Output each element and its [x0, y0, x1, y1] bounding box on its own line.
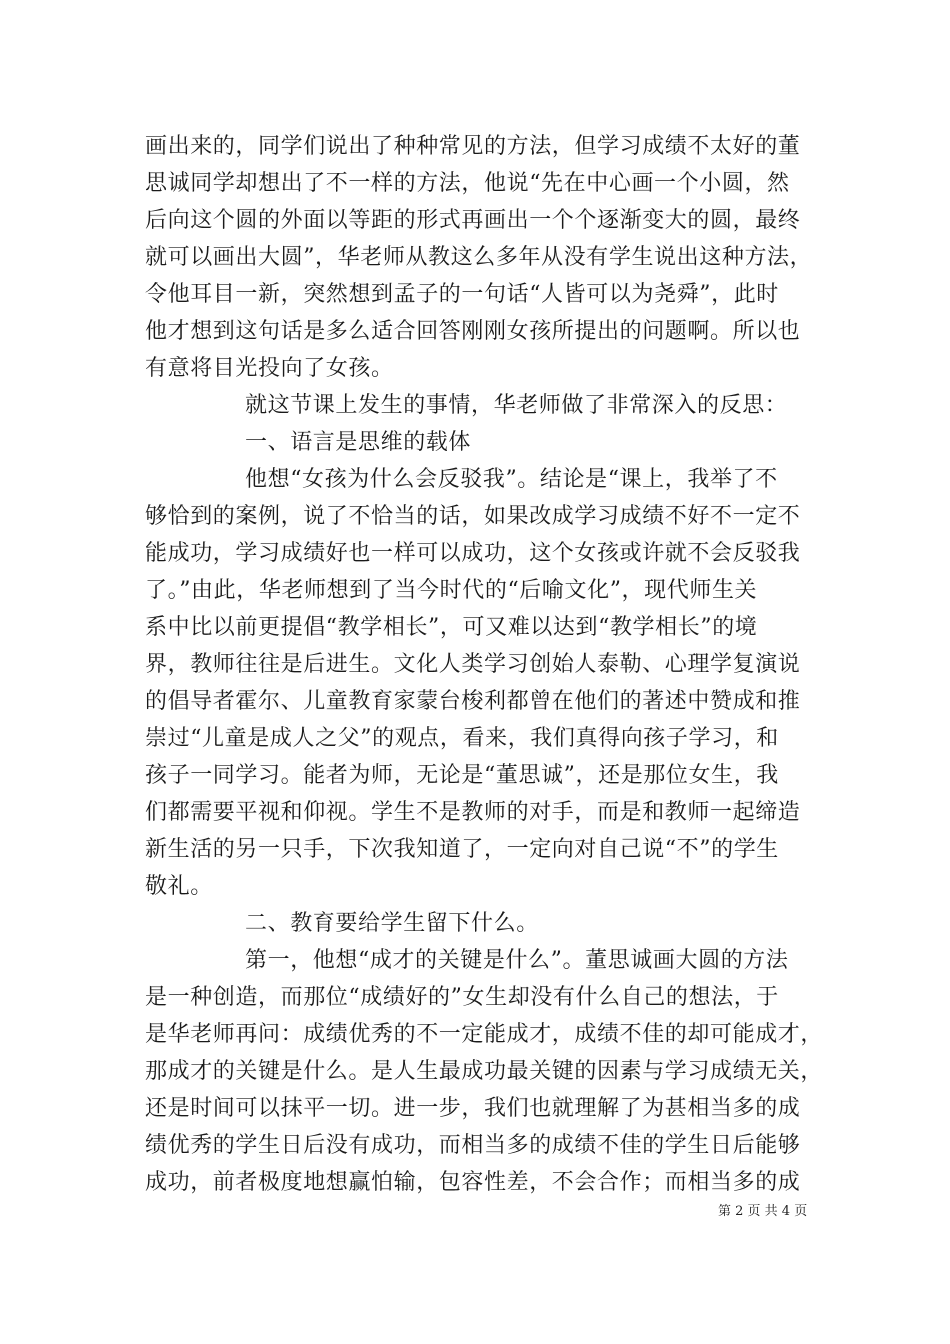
- text-line: 那成才的关键是什么。是人生最成功最关键的因素与学习成绩无关，: [145, 1059, 824, 1084]
- text-line: 新生活的另一只手，下次我知道了，一定向对自己说“不”的学生: [145, 837, 779, 862]
- text-line: 令他耳目一新，突然想到孟子的一句话“人皆可以为尧舜”，此时: [145, 282, 779, 307]
- text-line: 他才想到这句话是多么适合回答刚刚女孩所提出的问题啊。所以也: [145, 319, 801, 344]
- text-line: 界，教师往往是后进生。文化人类学习创始人泰勒、心理学复演说: [145, 652, 801, 677]
- text-line: 是华老师再问：成绩优秀的不一定能成才，成绩不佳的却可能成才，: [145, 1022, 824, 1047]
- text-line: 后向这个圆的外面以等距的形式再画出一个个逐渐变大的圆，最终: [145, 208, 801, 233]
- text-line: 成功，前者极度地想赢怕输，包容性差，不会合作；而相当多的成: [145, 1170, 801, 1195]
- text-line: 能成功，学习成绩好也一样可以成功，这个女孩或许就不会反驳我: [145, 541, 801, 566]
- paragraph-start-line: 第一，他想“成才的关键是什么”。董思诚画大圆的方法: [245, 948, 789, 973]
- text-line: 有意将目光投向了女孩。: [145, 356, 394, 381]
- section-heading: 一、语言是思维的载体: [245, 430, 472, 455]
- text-line: 们都需要平视和仰视。学生不是教师的对手，而是和教师一起缔造: [145, 800, 801, 825]
- text-line: 崇过“儿童是成人之父”的观点，看来，我们真得向孩子学习，和: [145, 726, 779, 751]
- text-line: 绩优秀的学生日后没有成功，而相当多的成绩不佳的学生日后能够: [145, 1133, 801, 1158]
- text-line: 画出来的，同学们说出了种种常见的方法，但学习成绩不太好的董: [145, 134, 801, 159]
- text-line: 还是时间可以抹平一切。进一步，我们也就理解了为甚相当多的成: [145, 1096, 801, 1121]
- text-line: 就可以画出大圆”，华老师从教这么多年从没有学生说出这种方法，: [145, 245, 813, 270]
- paragraph-start-line: 他想“女孩为什么会反驳我”。结论是“课上，我举了不: [245, 467, 778, 492]
- text-line: 是一种创造，而那位“成绩好的”女生却没有什么自己的想法，于: [145, 985, 779, 1010]
- text-line: 思诚同学却想出了不一样的方法，他说“先在中心画一个小圆，然: [145, 171, 790, 196]
- section-heading: 二、教育要给学生留下什么。: [245, 911, 539, 936]
- text-line: 够恰到的案例，说了不恰当的话，如果改成学习成绩不好不一定不: [145, 504, 801, 529]
- text-line: 了。”由此，华老师想到了当今时代的“后喻文化”，现代师生关: [145, 578, 758, 603]
- text-line: 系中比以前更提倡“教学相长”，可又难以达到“教学相长”的境: [145, 615, 758, 640]
- text-line: 敬礼。: [145, 874, 213, 899]
- paragraph-start-line: 就这节课上发生的事情，华老师做了非常深入的反思：: [245, 393, 788, 418]
- text-line: 的倡导者霍尔、儿童教育家蒙台梭利都曾在他们的著述中赞成和推: [145, 689, 801, 714]
- text-line: 孩子一同学习。能者为师，无论是“董思诚”，还是那位女生，我: [145, 763, 779, 788]
- page-number-footer: 第 2 页 共 4 页: [718, 1204, 808, 1219]
